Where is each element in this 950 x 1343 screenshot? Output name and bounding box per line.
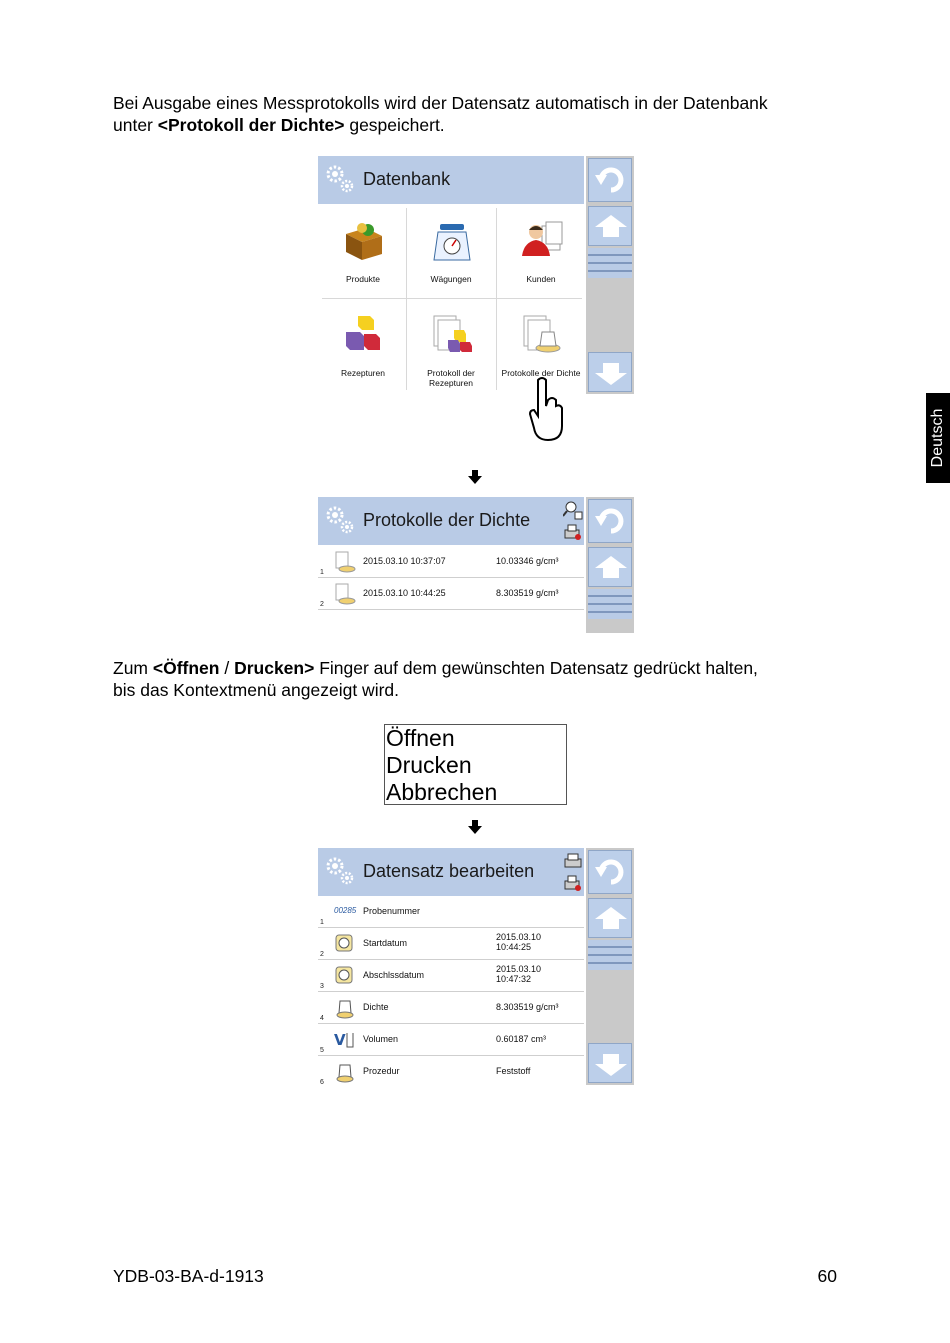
- scroll-thumb[interactable]: [588, 940, 632, 970]
- field-value-date: 2015.03.10: [496, 964, 542, 974]
- field-value: 8.303519 g/cm³: [496, 1002, 559, 1012]
- sample-number-icon: 00285: [334, 906, 357, 915]
- record-date: 2015.03.10 10:37:07: [363, 556, 446, 566]
- intro-line-2-post: gespeichert.: [344, 115, 445, 135]
- scroll-thumb[interactable]: [588, 589, 632, 619]
- svg-text:V: V: [334, 1031, 346, 1049]
- list-item[interactable]: [318, 928, 584, 960]
- tile-label: Protokoll der Rezepturen: [427, 368, 475, 388]
- density-scale-icon: [334, 997, 356, 1019]
- density-record-icon: [334, 551, 356, 573]
- page-title: Protokolle der Dichte: [363, 510, 531, 530]
- calendar-clock-icon: [334, 933, 356, 955]
- scroll-down-button[interactable]: [588, 352, 632, 392]
- menu-item-cancel[interactable]: Abbrechen: [386, 779, 498, 805]
- printer-icon[interactable]: [563, 851, 583, 871]
- weighing-scale-icon: [430, 218, 474, 262]
- settings-gears-icon: [323, 162, 357, 196]
- grid-divider: [496, 208, 497, 390]
- record-value: 8.303519 g/cm³: [496, 588, 559, 598]
- intro-line-1: Bei Ausgabe eines Messprotokolls wird der Datensatz automatisch in der Datenbank: [113, 93, 768, 113]
- instruction-line-2: bis das Kontextmenü angezeigt wird.: [113, 680, 399, 700]
- intro-line-2-pre: unter: [113, 115, 158, 135]
- field-value-time: 10:44:25: [496, 942, 532, 952]
- tile-rezepturen[interactable]: [320, 300, 406, 392]
- field-label: Abschlssdatum: [363, 970, 425, 980]
- back-button[interactable]: [588, 158, 632, 202]
- settings-gears-icon: [323, 854, 357, 888]
- row-number: 4: [320, 1015, 324, 1022]
- list-item[interactable]: [318, 992, 584, 1024]
- intro-paragraph: [113, 92, 853, 136]
- record-date: 2015.03.10 10:44:25: [363, 588, 446, 598]
- procedure-scale-icon: [334, 1061, 356, 1083]
- export-print-icon[interactable]: [563, 522, 583, 542]
- field-label: Probenummer: [363, 906, 421, 916]
- protokolle-screen: [318, 497, 634, 633]
- flow-arrow-down-icon: [468, 820, 482, 834]
- list-item[interactable]: [318, 578, 584, 610]
- tile-waegungen[interactable]: [408, 206, 494, 298]
- scroll-down-button[interactable]: [588, 1043, 632, 1083]
- tile-label: Rezepturen: [341, 368, 385, 378]
- field-label: Prozedur: [363, 1066, 400, 1076]
- datenbank-screen: [318, 156, 634, 394]
- list-item[interactable]: [318, 1024, 584, 1056]
- arrow-up-icon: [589, 548, 633, 588]
- arrow-up-icon: [589, 207, 633, 247]
- back-arrow-icon: [589, 159, 633, 203]
- tile-produkte[interactable]: [320, 206, 406, 298]
- row-number: 1: [320, 569, 324, 576]
- instruction-paragraph: [113, 657, 853, 701]
- tile-label: Produkte: [345, 274, 381, 284]
- recipes-cubes-icon: [342, 312, 386, 356]
- instruction-slash: /: [219, 658, 235, 678]
- scroll-sidebar: [586, 848, 634, 1085]
- instruction-bold-print: Drucken>: [234, 658, 315, 678]
- row-number: 1: [320, 919, 324, 926]
- row-number: 5: [320, 1047, 324, 1054]
- tile-label: Wägungen: [430, 274, 472, 284]
- tile-kunden[interactable]: [498, 206, 584, 298]
- page-title: Datensatz bearbeiten: [363, 861, 535, 881]
- intro-line-2-bold: <Protokoll der Dichte>: [157, 115, 345, 135]
- screen-header: [318, 848, 584, 896]
- tile-label: Protokolle der Dichte: [501, 368, 581, 378]
- search-filter-icon[interactable]: [563, 500, 583, 520]
- calendar-clock-icon: [334, 965, 356, 987]
- row-number: 2: [320, 601, 324, 608]
- arrow-down-icon: [589, 353, 633, 393]
- scroll-sidebar: [586, 156, 634, 394]
- grid-divider: [322, 298, 582, 299]
- arrow-down-icon: [589, 1044, 633, 1084]
- field-value-date: 2015.03.10: [496, 932, 542, 942]
- side-tab-label: Deutsch: [929, 408, 946, 468]
- list-item[interactable]: [318, 896, 584, 928]
- list-item[interactable]: [318, 546, 584, 578]
- hand-pointer-icon: [526, 376, 566, 444]
- export-print-icon[interactable]: [563, 873, 583, 893]
- density-protocol-icon: [520, 312, 564, 356]
- menu-item-open[interactable]: Öffnen: [386, 725, 455, 751]
- scroll-sidebar: [586, 497, 634, 633]
- intro-line-2: [113, 114, 853, 136]
- instruction-bold-open: <Öffnen: [152, 658, 220, 678]
- arrow-up-icon: [589, 899, 633, 939]
- scroll-thumb[interactable]: [588, 248, 632, 278]
- scroll-up-button[interactable]: [588, 898, 632, 938]
- scroll-up-button[interactable]: [588, 547, 632, 587]
- field-value-time: 10:47:32: [496, 974, 532, 984]
- density-record-icon: [334, 583, 356, 605]
- field-value: 0.60187 cm³: [496, 1034, 547, 1044]
- field-label: Volumen: [363, 1034, 399, 1044]
- screen-header: [318, 497, 584, 545]
- volume-icon: [334, 1029, 356, 1051]
- products-box-icon: [342, 218, 386, 262]
- instruction-pre: Zum: [113, 658, 153, 678]
- field-label: Dichte: [363, 1002, 389, 1012]
- language-side-tab: [926, 393, 950, 483]
- tile-label: Kunden: [526, 274, 556, 284]
- menu-item-print[interactable]: Drucken: [386, 752, 472, 778]
- grid-divider: [406, 208, 407, 390]
- flow-arrow-down-icon: [468, 470, 482, 484]
- footer-doc-id: YDB-03-BA-d-1913: [113, 1266, 264, 1286]
- back-arrow-icon: [589, 851, 633, 895]
- scroll-up-button[interactable]: [588, 206, 632, 246]
- field-label: Startdatum: [363, 938, 408, 948]
- context-menu: [384, 724, 567, 805]
- list-item[interactable]: [318, 1056, 584, 1087]
- settings-gears-icon: [323, 503, 357, 537]
- instruction-line-1: [113, 657, 853, 679]
- back-button[interactable]: [588, 850, 632, 894]
- list-item[interactable]: [318, 960, 584, 992]
- back-arrow-icon: [589, 500, 633, 544]
- field-value: Feststoff: [496, 1066, 531, 1076]
- row-number: 3: [320, 983, 324, 990]
- row-number: 2: [320, 951, 324, 958]
- footer-page-number: 60: [817, 1266, 837, 1286]
- field-value: [496, 964, 541, 984]
- back-button[interactable]: [588, 499, 632, 543]
- instruction-post: Finger auf dem gewünschten Datensatz gedrückt halten,: [314, 658, 758, 678]
- customers-person-icon: [520, 218, 564, 262]
- row-number: 6: [320, 1079, 324, 1086]
- datensatz-screen: [318, 848, 634, 1085]
- screen-header: [318, 156, 584, 204]
- field-value: [496, 932, 541, 952]
- page-title: Datenbank: [363, 169, 451, 189]
- record-value: 10.03346 g/cm³: [496, 556, 559, 566]
- recipe-protocol-icon: [430, 312, 474, 356]
- tile-protokoll-rezepturen[interactable]: [408, 300, 494, 392]
